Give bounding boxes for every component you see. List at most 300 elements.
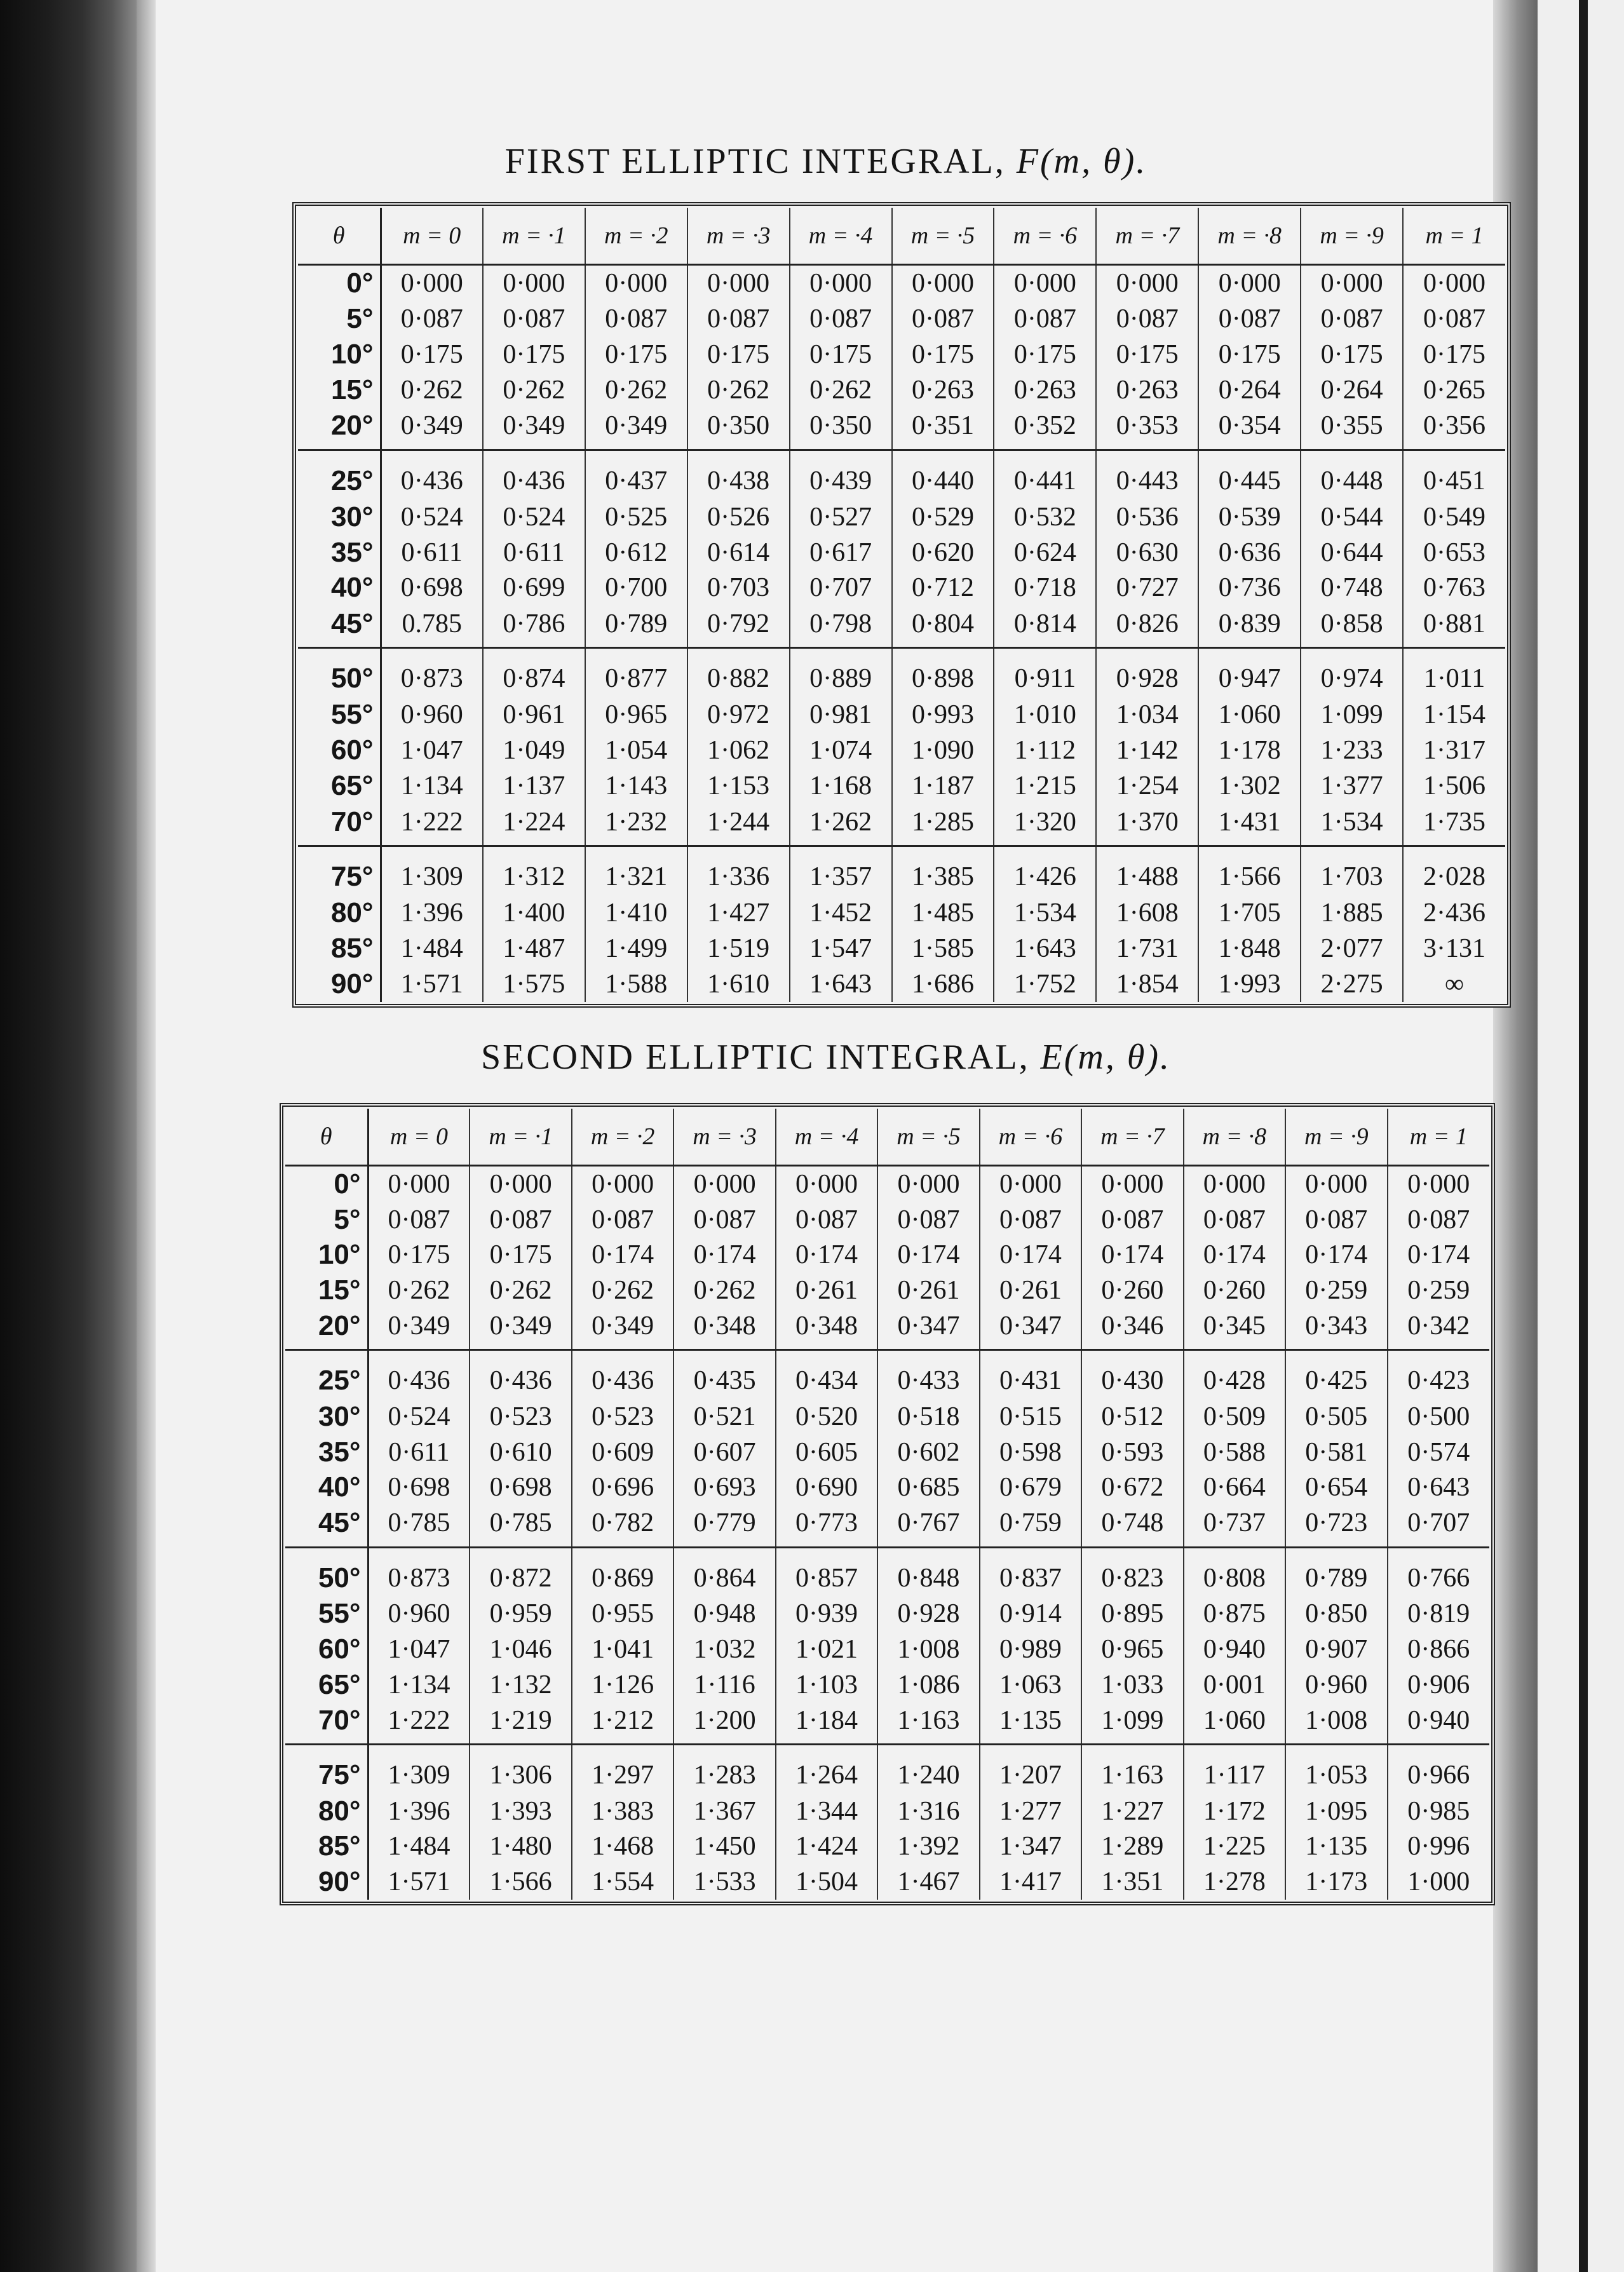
value-cell: 1·047 (368, 1632, 470, 1667)
value-cell: 0·509 (1184, 1399, 1285, 1435)
second-integral-table (280, 1103, 1495, 1905)
value-cell: 0·614 (687, 535, 790, 571)
value-cell: 0·087 (381, 301, 483, 337)
value-cell: 0·436 (381, 450, 483, 499)
value-cell: 1·233 (1301, 733, 1403, 768)
table-body (285, 1166, 1489, 1900)
value-cell: 0·869 (572, 1547, 673, 1596)
value-cell: 0·263 (994, 372, 1096, 408)
value-cell: 0·857 (776, 1547, 877, 1596)
value-cell: 0·000 (1301, 265, 1403, 302)
value-cell: 0·602 (877, 1435, 979, 1470)
value-cell: 0·261 (877, 1273, 979, 1308)
value-cell: 1·571 (368, 1864, 470, 1900)
theta-cell: 45° (285, 1505, 368, 1547)
first-integral-table (292, 202, 1511, 1008)
value-cell: 1·506 (1423, 771, 1486, 801)
value-cell: 0·174 (776, 1237, 877, 1273)
value-cell: 0·425 (1285, 1350, 1387, 1399)
value-cell: 0·928 (1096, 648, 1198, 698)
value-cell: 0·262 (687, 372, 790, 408)
value-cell: 1·060 (1198, 697, 1301, 733)
value-cell: 0·518 (877, 1399, 979, 1435)
column-header: m = ·9 (1285, 1109, 1387, 1166)
value-cell: 0·664 (1184, 1470, 1285, 1505)
value-cell: 0·961 (483, 697, 585, 733)
table-row (298, 733, 1505, 768)
value-cell: 0·966 (1407, 1761, 1470, 1790)
value-cell: 0·428 (1184, 1350, 1285, 1399)
value-cell: 0·588 (1184, 1435, 1285, 1470)
column-header: m = ·3 (687, 208, 790, 265)
value-cell: 0·000 (1285, 1166, 1387, 1202)
value-cell: 0·349 (368, 1308, 470, 1350)
value-cell: 0·643 (1407, 1473, 1470, 1503)
value-cell: 0·960 (368, 1597, 470, 1632)
value-cell: 0·175 (381, 337, 483, 372)
value-cell: 0·000 (994, 265, 1096, 302)
theta-cell: 10° (298, 337, 381, 372)
value-cell: 0·928 (877, 1597, 979, 1632)
value-cell: 0·261 (776, 1273, 877, 1308)
value-cell: 1·297 (572, 1745, 673, 1794)
table-row (298, 966, 1505, 1002)
value-cell: 0·356 (1403, 408, 1505, 450)
value-cell: 0·175 (1423, 339, 1486, 369)
value-cell: 0·430 (1081, 1350, 1183, 1399)
value-cell: 1·289 (1081, 1829, 1183, 1865)
value-cell: 1·534 (994, 895, 1096, 931)
value-cell: 1·285 (892, 804, 994, 846)
value-cell: 0·748 (1301, 570, 1403, 605)
value-cell: 1·142 (1096, 733, 1198, 768)
value-cell: 1·344 (776, 1794, 877, 1829)
table-row (285, 1273, 1489, 1308)
value-cell: 0·262 (470, 1273, 571, 1308)
table-row (298, 804, 1505, 846)
theta-cell: 75° (298, 846, 381, 896)
value-cell: 1·396 (368, 1794, 470, 1829)
value-cell: 0·526 (687, 499, 790, 535)
theta-cell: 65° (285, 1667, 368, 1703)
value-cell: 0·087 (483, 301, 585, 337)
column-header: m = ·7 (1081, 1109, 1183, 1166)
value-cell: 0·996 (1407, 1832, 1470, 1862)
value-cell: 0·696 (572, 1470, 673, 1505)
value-cell: 1·021 (776, 1632, 877, 1667)
value-cell: 1·484 (368, 1829, 470, 1865)
value-cell: 1·134 (368, 1667, 470, 1703)
value-cell: 0·636 (1198, 535, 1301, 571)
value-cell: 0·174 (673, 1237, 775, 1273)
value-cell: 1·011 (1423, 664, 1485, 694)
value-cell: 0·175 (585, 337, 687, 372)
value-cell: 0·654 (1285, 1470, 1387, 1505)
value-cell: 0·690 (776, 1470, 877, 1505)
value-cell: 1·385 (892, 846, 994, 896)
value-cell: 0·960 (381, 697, 483, 733)
value-cell: 0·989 (980, 1632, 1081, 1667)
value-cell: 1·187 (892, 768, 994, 804)
value-cell: 0·087 (572, 1202, 673, 1238)
value-cell: 1·163 (877, 1702, 979, 1744)
first-integral-title (159, 141, 1493, 182)
value-cell: 0·959 (470, 1597, 571, 1632)
value-cell: 0·264 (1301, 372, 1403, 408)
value-cell: 0·960 (1285, 1667, 1387, 1703)
table-row (285, 1202, 1489, 1238)
column-header: m = ·9 (1301, 208, 1403, 265)
value-cell: 1·417 (980, 1864, 1081, 1900)
value-cell: 0·974 (1301, 648, 1403, 698)
value-cell: 1·244 (687, 804, 790, 846)
value-cell: 0·175 (1198, 337, 1301, 372)
value-cell: 1·533 (673, 1864, 775, 1900)
value-cell: 0·000 (790, 265, 892, 302)
value-cell: 0·345 (1184, 1308, 1285, 1350)
value-cell: 2·436 (1423, 898, 1486, 928)
value-cell: 0·723 (1285, 1505, 1387, 1547)
value-cell: 0·087 (994, 301, 1096, 337)
value-cell: 0·798 (790, 605, 892, 647)
value-cell: 0·611 (381, 535, 483, 571)
value-cell: 0·898 (892, 648, 994, 698)
value-cell: 0·523 (470, 1399, 571, 1435)
value-cell: 1·848 (1198, 931, 1301, 966)
value-cell: 1·224 (483, 804, 585, 846)
value-cell: 1·090 (892, 733, 994, 768)
value-cell: 0·766 (1407, 1563, 1470, 1593)
value-cell: 0·087 (1407, 1205, 1470, 1234)
value-cell: 0.785 (381, 605, 483, 647)
value-cell: 0·524 (368, 1399, 470, 1435)
value-cell: 1·283 (673, 1745, 775, 1794)
value-cell: 0·000 (980, 1166, 1081, 1202)
value-cell: 0·350 (790, 408, 892, 450)
value-cell: 1·278 (1184, 1864, 1285, 1900)
value-cell: 1·178 (1198, 733, 1301, 768)
value-cell: 0·351 (892, 408, 994, 450)
column-header: m = ·5 (892, 208, 994, 265)
table-row (285, 1237, 1489, 1273)
value-cell: 0·348 (673, 1308, 775, 1350)
value-cell: 1·212 (572, 1702, 673, 1744)
value-cell: 1·571 (381, 966, 483, 1002)
value-cell: 1·885 (1301, 895, 1403, 931)
theta-cell: 50° (298, 648, 381, 698)
value-cell: 1·008 (877, 1632, 979, 1667)
value-cell: 0·349 (572, 1308, 673, 1350)
value-cell: 0·174 (1081, 1237, 1183, 1273)
value-cell: 0·000 (381, 265, 483, 302)
value-cell: 0·087 (1096, 301, 1198, 337)
value-cell: 0·779 (673, 1505, 775, 1547)
value-cell: 1·135 (980, 1702, 1081, 1744)
value-cell: 1·588 (585, 966, 687, 1002)
theta-cell: 40° (285, 1470, 368, 1505)
value-cell: 0·000 (1407, 1169, 1470, 1199)
theta-cell: 75° (285, 1745, 368, 1794)
value-cell: 0·785 (368, 1505, 470, 1547)
value-cell: 0·549 (1423, 502, 1486, 532)
value-cell: 1·041 (572, 1632, 673, 1667)
value-cell: 1·135 (1285, 1829, 1387, 1865)
table-row (285, 1794, 1489, 1829)
value-cell: 1·427 (687, 895, 790, 931)
value-cell: 1·010 (994, 697, 1096, 733)
value-cell: 0·435 (673, 1350, 775, 1399)
value-cell: 1·488 (1096, 846, 1198, 896)
value-cell: 0·529 (892, 499, 994, 535)
value-cell: 1·424 (776, 1829, 877, 1865)
value-cell: 0·972 (687, 697, 790, 733)
theta-cell: 25° (285, 1350, 368, 1399)
page-edge (137, 0, 156, 2272)
column-header: m = 0 (368, 1109, 470, 1166)
value-cell: 1·309 (381, 846, 483, 896)
value-cell: 1·410 (585, 895, 687, 931)
theta-cell: 90° (285, 1864, 368, 1900)
value-cell: 0·712 (892, 570, 994, 605)
value-cell: 1·173 (1285, 1864, 1387, 1900)
value-cell: 1·396 (381, 895, 483, 931)
value-cell: 0·789 (585, 605, 687, 647)
value-cell: 0·353 (1096, 408, 1198, 450)
value-cell: 2·028 (1423, 862, 1486, 892)
table-row (285, 1399, 1489, 1435)
column-header: m = ·2 (585, 208, 687, 265)
value-cell: 1·168 (790, 768, 892, 804)
table-row (298, 372, 1505, 408)
value-cell: 1·357 (790, 846, 892, 896)
value-cell: 0·965 (585, 697, 687, 733)
value-cell: 0·611 (368, 1435, 470, 1470)
value-cell: 0·348 (776, 1308, 877, 1350)
value-cell: 0·672 (1081, 1470, 1183, 1505)
value-cell: 0·505 (1285, 1399, 1387, 1435)
value-cell: 1·585 (892, 931, 994, 966)
value-cell: 1·336 (687, 846, 790, 896)
value-cell: 0·175 (1096, 337, 1198, 372)
value-cell: 0·352 (994, 408, 1096, 450)
value-cell: 0·349 (585, 408, 687, 450)
value-cell: 0·349 (381, 408, 483, 450)
theta-cell: 5° (298, 301, 381, 337)
value-cell: 0·698 (381, 570, 483, 605)
second-title-function: E(m, θ). (1040, 1038, 1172, 1077)
value-cell: 0·644 (1301, 535, 1403, 571)
value-cell: 0·347 (877, 1308, 979, 1350)
value-cell: 0·174 (572, 1237, 673, 1273)
value-cell: 0·343 (1285, 1308, 1387, 1350)
value-cell: 0·707 (1388, 1505, 1489, 1547)
column-header: m = ·4 (790, 208, 892, 265)
value-cell: 0·544 (1301, 499, 1403, 535)
value-cell: 0·523 (572, 1399, 673, 1435)
value-cell: 1·643 (790, 966, 892, 1002)
value-cell: 0·873 (381, 648, 483, 698)
value-cell: 0·262 (572, 1273, 673, 1308)
value-cell: 0·804 (892, 605, 994, 647)
value-cell: 0·814 (994, 605, 1096, 647)
value-cell: 0·858 (1301, 605, 1403, 647)
theta-column-header: θ (285, 1109, 368, 1166)
value-cell: 1·485 (892, 895, 994, 931)
column-header: m = 0 (381, 208, 483, 265)
value-cell: 0·839 (1198, 605, 1301, 647)
table-row (298, 697, 1505, 733)
value-cell: 0·262 (381, 372, 483, 408)
value-cell: 1·222 (381, 804, 483, 846)
value-cell: 0·262 (673, 1273, 775, 1308)
value-cell: 1·207 (980, 1745, 1081, 1794)
first-title-text: FIRST ELLIPTIC INTEGRAL, (504, 142, 1006, 181)
value-cell: 1·393 (470, 1794, 571, 1829)
value-cell: 0·175 (483, 337, 585, 372)
value-cell: 0·500 (1407, 1402, 1470, 1432)
value-cell: 1·392 (877, 1829, 979, 1865)
value-cell: 0·349 (470, 1308, 571, 1350)
value-cell: 0·947 (1198, 648, 1301, 698)
table-row (298, 337, 1505, 372)
value-cell: 0·939 (776, 1597, 877, 1632)
value-cell: 1·262 (790, 804, 892, 846)
value-cell: 0·440 (892, 450, 994, 499)
value-cell: 0·087 (776, 1202, 877, 1238)
table-row (285, 1829, 1489, 1865)
theta-cell: 10° (285, 1237, 368, 1273)
theta-cell: 0° (285, 1166, 368, 1202)
value-cell: 0·087 (1301, 301, 1403, 337)
value-cell: 0·873 (368, 1547, 470, 1596)
value-cell: 1·316 (877, 1794, 979, 1829)
value-cell: 1·499 (585, 931, 687, 966)
theta-cell: 80° (298, 895, 381, 931)
value-cell: 0·940 (1388, 1702, 1489, 1744)
first-table-grid (298, 208, 1505, 1002)
value-cell: 1·099 (1301, 697, 1403, 733)
theta-cell: 80° (285, 1794, 368, 1829)
value-cell: ∞ (1445, 969, 1464, 999)
table-row (285, 1308, 1489, 1350)
value-cell: 0·906 (1407, 1670, 1470, 1700)
value-cell: 0·259 (1407, 1275, 1470, 1305)
value-cell: 0·609 (572, 1435, 673, 1470)
value-cell: 1·452 (790, 895, 892, 931)
value-cell: 1·046 (470, 1632, 571, 1667)
value-cell: 1·222 (368, 1702, 470, 1744)
value-cell: 0·612 (585, 535, 687, 571)
value-cell: 1·047 (381, 733, 483, 768)
value-cell: 0·940 (1184, 1632, 1285, 1667)
value-cell: 1·484 (381, 931, 483, 966)
value-cell: 1·232 (585, 804, 687, 846)
table-row (285, 1667, 1489, 1703)
table-row (298, 535, 1505, 571)
value-cell: 0·748 (1081, 1505, 1183, 1547)
value-cell: 0·000 (585, 265, 687, 302)
value-cell: 1·184 (776, 1702, 877, 1744)
value-cell: 0·907 (1285, 1632, 1387, 1667)
value-cell: 1·566 (470, 1864, 571, 1900)
value-cell: 0·875 (1184, 1597, 1285, 1632)
value-cell: 0·624 (994, 535, 1096, 571)
table-row (298, 265, 1505, 302)
value-cell: 0·848 (877, 1547, 979, 1596)
value-cell: 1·735 (1403, 804, 1505, 846)
value-cell: 1·254 (1096, 768, 1198, 804)
value-cell: 0·264 (1198, 372, 1301, 408)
value-cell: 1·063 (980, 1667, 1081, 1703)
value-cell: 0·087 (877, 1202, 979, 1238)
value-cell: 0·889 (790, 648, 892, 698)
value-cell: 1·000 (1407, 1867, 1470, 1897)
table-header-row (285, 1109, 1489, 1166)
value-cell: 0·881 (1403, 605, 1505, 647)
value-cell: 0·598 (980, 1435, 1081, 1470)
value-cell: 1·608 (1096, 895, 1198, 931)
value-cell: 0·263 (1096, 372, 1198, 408)
value-cell: 0·532 (994, 499, 1096, 535)
value-cell: 1·312 (483, 846, 585, 896)
value-cell: 0·536 (1096, 499, 1198, 535)
value-cell: 0·174 (1184, 1237, 1285, 1273)
value-cell: 0·262 (585, 372, 687, 408)
value-cell: 1·227 (1081, 1794, 1183, 1829)
value-cell: 0·864 (673, 1547, 775, 1596)
value-cell: 1·154 (1423, 700, 1486, 730)
table-row (285, 1702, 1489, 1744)
value-cell: 0·574 (1407, 1437, 1470, 1467)
value-cell: 0·441 (994, 450, 1096, 499)
value-cell: 0·707 (790, 570, 892, 605)
value-cell: 0·515 (980, 1399, 1081, 1435)
value-cell: 0·593 (1081, 1435, 1183, 1470)
value-cell: 0·174 (980, 1237, 1081, 1273)
value-cell: 0·347 (980, 1308, 1081, 1350)
value-cell: 1·060 (1184, 1702, 1285, 1744)
value-cell: 0·000 (877, 1166, 979, 1202)
value-cell: 1·074 (790, 733, 892, 768)
column-header: m = ·8 (1184, 1109, 1285, 1166)
value-cell: 0·525 (585, 499, 687, 535)
value-cell: 0·808 (1184, 1547, 1285, 1596)
column-header: m = ·7 (1096, 208, 1198, 265)
value-cell: 0·265 (1423, 375, 1486, 405)
value-cell: 1·008 (1285, 1702, 1387, 1744)
table-row (298, 648, 1505, 698)
value-cell: 0·737 (1184, 1505, 1285, 1547)
column-header: m = ·5 (877, 1109, 979, 1166)
value-cell: 1·143 (585, 768, 687, 804)
value-cell: 1·309 (368, 1745, 470, 1794)
value-cell: 1·033 (1081, 1667, 1183, 1703)
theta-cell: 45° (298, 605, 381, 647)
column-header: m = ·2 (572, 1109, 673, 1166)
value-cell: 0·512 (1081, 1399, 1183, 1435)
value-cell: 0·872 (470, 1547, 571, 1596)
value-cell: 0·262 (483, 372, 585, 408)
value-cell: 1·367 (673, 1794, 775, 1829)
value-cell: 0·087 (892, 301, 994, 337)
value-cell: 0·087 (673, 1202, 775, 1238)
value-cell: 0·260 (1081, 1273, 1183, 1308)
value-cell: 0·443 (1096, 450, 1198, 499)
value-cell: 0·349 (483, 408, 585, 450)
theta-column-header: θ (298, 208, 381, 265)
value-cell: 1·306 (470, 1745, 571, 1794)
theta-cell: 15° (285, 1273, 368, 1308)
